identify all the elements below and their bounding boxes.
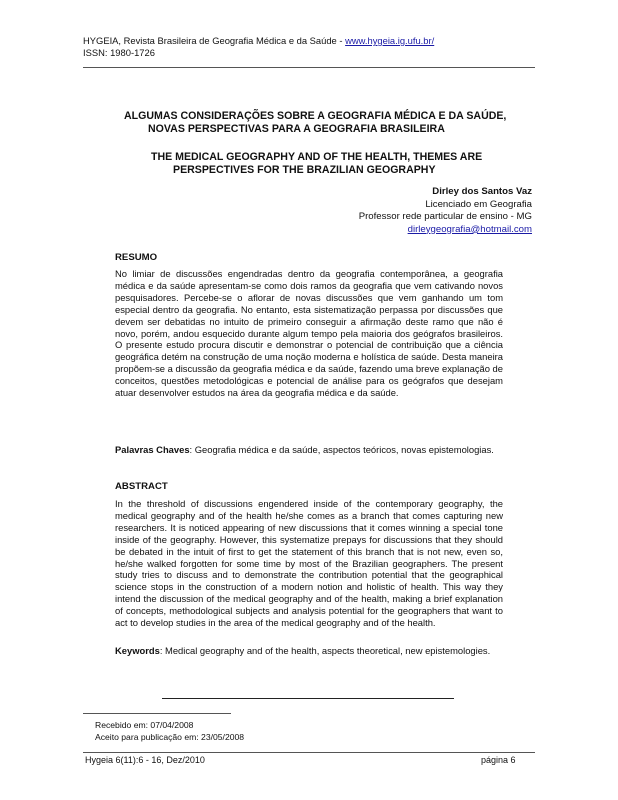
accepted-date: Aceito para publicação em: 23/05/2008 xyxy=(95,732,245,742)
author-email-link[interactable]: dirleygeografia@hotmail.com xyxy=(407,223,532,235)
title-pt-line2: NOVAS PERSPECTIVAS PARA A GEOGRAFIA BRASILEIRA xyxy=(148,123,445,135)
resumo-keywords xyxy=(115,444,503,456)
author-degree: Licenciado em Geografia xyxy=(425,198,532,210)
title-en-line2: PERSPECTIVES FOR THE BRAZILIAN GEOGRAPHY xyxy=(173,164,436,176)
header-divider xyxy=(83,67,535,68)
resumo-keywords-label: Palavras Chaves xyxy=(115,444,190,455)
abstract-keywords-text: : Medical geography and of the health, aspects theoretical, new epistemologies. xyxy=(159,645,491,656)
author-position: Professor rede particular de ensino - MG xyxy=(358,211,532,223)
journal-url-link[interactable]: www.hygeia.ig.ufu.br/ xyxy=(345,35,435,46)
journal-name: HYGEIA, Revista Brasileira de Geografia Médica e da Saúde - xyxy=(83,35,346,46)
journal-title xyxy=(83,35,434,47)
title-pt-line1: ALGUMAS CONSIDERAÇÕES SOBRE A GEOGRAFIA MÉDICA E DA SAÚDE, xyxy=(124,110,507,122)
resumo-keywords-text: : Geografia médica e da saúde, aspectos teóricos, novas epistemologias. xyxy=(189,444,494,455)
resumo-text: No limiar de discussões engendradas dentro da geografia contemporânea, a geografia médica e da saúde apresentam-se como dois ramos da geografia que vem cativando novos pesquisadores. Percebe-se o aflorar de novas discussões que vem ganhando um tom especial dentro da geografia. No entanto, esta sistematização perpassa por discussões que devem ser debatidas no intuito de primeiro conseguir a afirmação deste ramo que não é novo, porém, andou esquecido durante algum tempo pela maioria dos geógrafos brasileiros. O presente estudo procura discutir e demonstrar o potencial de contribuição que a ciência geográfica detém na construção de uma noção moderna e holística de saúde. Desta maneira propõem-se a discussão da geografia médica e da saúde, fazendo uma breve explanação de conceitos, questões metodológicas e potencial de análise para os geógrafos que desejam atuar desenvolver estudos na área da geografia médica e da saúde. xyxy=(115,268,503,399)
title-english xyxy=(151,151,482,177)
author-block xyxy=(359,186,532,236)
abstract-text: In the threshold of discussions engendered inside of the contemporary geography, the medical geography and of the health he/she comes as a branch that comes capturing new researchers. It is noticed appearing of new discussions that it comes winning a special tone inside of the geography. However, this systematize prepays for discussions that they should be debated in the intuit of first to get the statement of this branch that is not new, even so, he/she walked forgotten for some time by most of the Brazilian geographers. The present study tries to discuss and to demonstrate the contribution potential that the geographical science stops in the construction of a modern notion and holistic of health. This way they intend the discussion of the medical geography and of the health, making a brief explanation of concepts, methodological subjects and analysis potential for the geographers that want to act to develop studies in the area of the medical geography and of the health. xyxy=(115,498,503,629)
resumo-heading: RESUMO xyxy=(115,252,158,263)
journal-header xyxy=(83,35,434,59)
title-en-line1: THE MEDICAL GEOGRAPHY AND OF THE HEALTH, THEMES ARE xyxy=(151,151,483,163)
footnote xyxy=(95,719,244,743)
title-portuguese xyxy=(124,110,506,136)
footer-divider xyxy=(83,752,535,753)
received-date: Recebido em: 07/04/2008 xyxy=(95,720,194,730)
page-number: página 6 xyxy=(481,755,516,765)
abstract-keywords xyxy=(115,645,503,657)
abstract-heading: ABSTRACT xyxy=(115,481,168,492)
footer-citation: Hygeia 6(11):6 - 16, Dez/2010 xyxy=(85,755,205,765)
issn: ISSN: 1980-1726 xyxy=(83,47,155,58)
footnote-divider xyxy=(83,713,231,714)
abstract-keywords-label: Keywords xyxy=(115,645,160,656)
abstract-end-divider xyxy=(162,698,454,699)
author-name: Dirley dos Santos Vaz xyxy=(432,186,532,197)
